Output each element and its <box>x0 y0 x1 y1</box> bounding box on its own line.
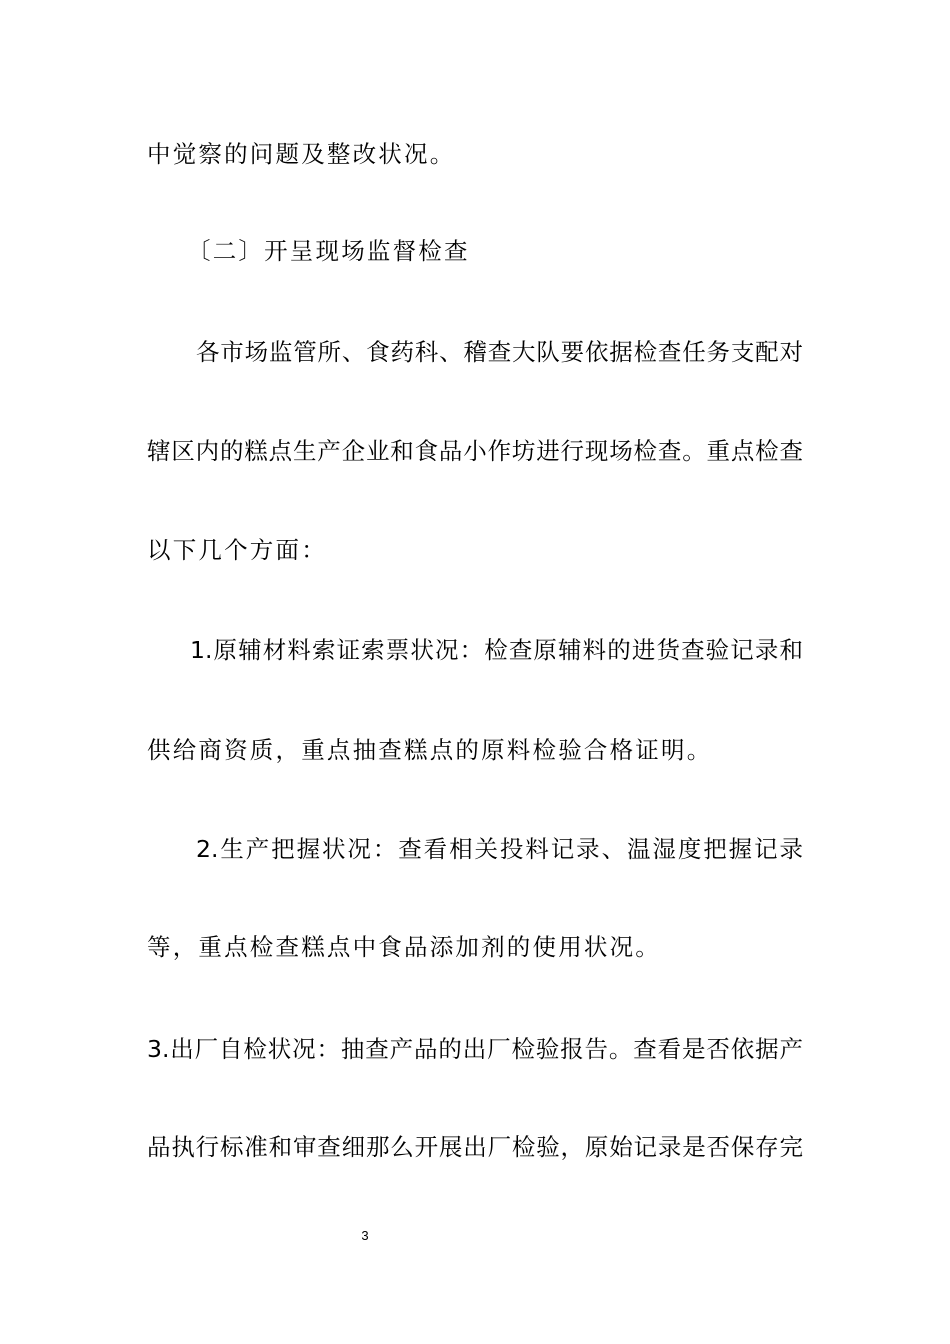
paragraph-line: 中觉察的问题及整改状况。 <box>147 140 456 168</box>
paragraph-line: 以下几个方面： <box>147 536 327 564</box>
paragraph-line: 各市场监管所、食药科、稽查大队要依据检查任务支配对 <box>196 338 803 366</box>
list-item-line: 3.出厂自检状况：抽查产品的出厂检验报告。查看是否依据产 <box>147 1035 803 1063</box>
list-item-line: 等，重点检查糕点中食品添加剂的使用状况。 <box>147 933 661 961</box>
section-heading: 〔二〕开呈现场监督检查 <box>187 237 470 265</box>
list-item-line: 品执行标准和审查细那么开展出厂检验，原始记录是否保存完 <box>147 1133 803 1161</box>
list-item-line: 1.原辅材料索证索票状况：检查原辅料的进货查验记录和 <box>190 636 803 664</box>
list-item-line: 2.生产把握状况：查看相关投料记录、温湿度把握记录 <box>196 835 803 863</box>
page-number: 3 <box>361 1228 369 1243</box>
paragraph-line: 辖区内的糕点生产企业和食品小作坊进行现场检查。重点检查 <box>147 437 803 465</box>
list-item-line: 供给商资质，重点抽查糕点的原料检验合格证明。 <box>147 736 713 764</box>
